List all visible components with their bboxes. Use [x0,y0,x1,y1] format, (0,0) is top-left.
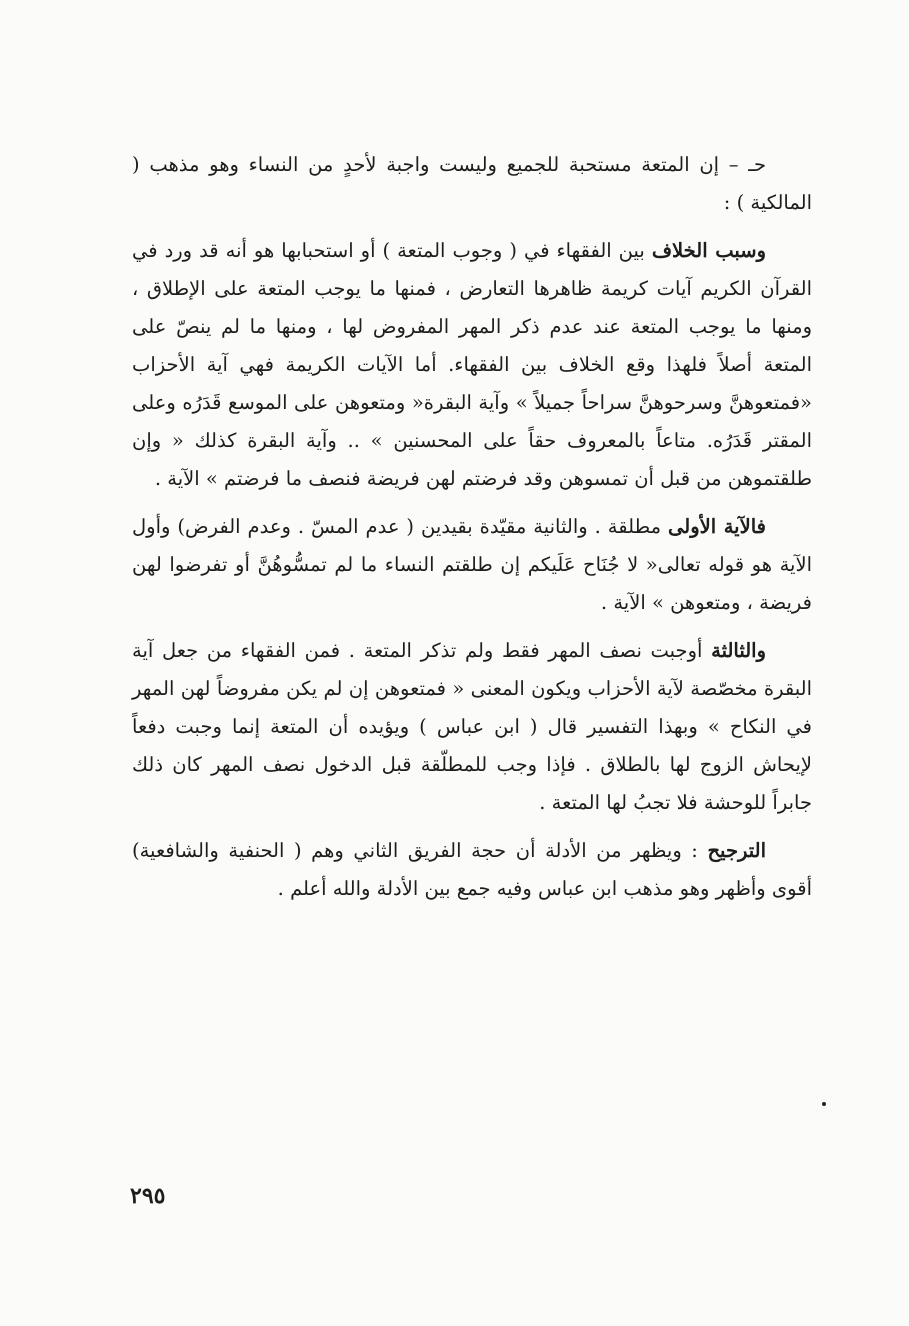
paragraph-text: أوجبت نصف المهر فقط ولم تذكر المتعة . فمن الفقهاء من جعل آية البقرة مخصّصة لآية الأحزاب ويكون المعنى « فمتعوهن إن لم يكن مفروضاً لهن المهر في النكاح » وبهذا التفسير قال ( ابن عباس ) ويؤيده أن المتعة إنما وجبت دفعاً لإيحاش الزوج لها بالطلاق . فإذا وجب للمطلّقة قبل الدخول نصف المهر كان ذلك جابراً للوحشة فلا تجبُ لها المتعة . [132,639,812,814]
paragraph-lead: وسبب الخلاف [651,239,766,262]
paragraph-first-verse [132,508,812,622]
paragraph-lead: والثالثة [711,639,766,662]
paragraph-preference [132,832,812,908]
ink-dot-mark [822,1102,826,1106]
paragraph-text: : ويظهر من الأدلة أن حجة الفريق الثاني وهم ( الحنفية والشافعية) أقوى وأظهر وهو مذهب ابن عباس وفيه جمع بين الأدلة والله أعلم . [132,839,812,900]
paragraph-cause-of-dispute [132,232,812,498]
paragraph-lead: فالآية الأولى [668,515,766,538]
paragraph-text: بين الفقهاء في ( وجوب المتعة ) أو استحبابها هو أنه قد ورد في القرآن الكريم آيات كريمة ظاهرها التعارض ، فمنها ما يوجب المتعة على الإطلاق ، ومنها ما يوجب المتعة عند عدم ذكر المهر المفروض لها ، ومنها ما لم ينصّ على المتعة أصلاً فلهذا وقع الخلاف بين الفقهاء. أما الآيات الكريمة فهي آية الأحزاب «فمتعوهنَّ وسرحوهنَّ سراحاً جميلاً » وآية البقرة« ومتعوهن على الموسع قَدَرُه وعلى المقتر قَدَرُه. متاعاً بالمعروف حقاً على المحسنين » .. وآية البقرة كذلك « وإن طلقتموهن من قبل أن تمسوهن وقد فرضتم لهن فريضة فنصف ما فرضتم » الآية . [132,239,812,490]
page-body [132,146,812,918]
paragraph-opinion-maliki [132,146,812,222]
paragraph-third-verse [132,632,812,822]
page-number: ٢٩٥ [130,1183,166,1209]
paragraph-text: حـ – إن المتعة مستحبة للجميع وليست واجبة لأحدٍ من النساء وهو مذهب ( المالكية ) : [132,153,812,214]
paragraph-lead: الترجيح [707,839,766,862]
paragraph-text: مطلقة . والثانية مقيّدة بقيدين ( عدم المسّ . وعدم الفرض) وأول الآية هو قوله تعالى« لا جُنَاح عَلَيكم إن طلقتم النساء ما لم تمسُّوهُنَّ أو تفرضوا لهن فريضة ، ومتعوهن » الآية . [132,515,812,614]
